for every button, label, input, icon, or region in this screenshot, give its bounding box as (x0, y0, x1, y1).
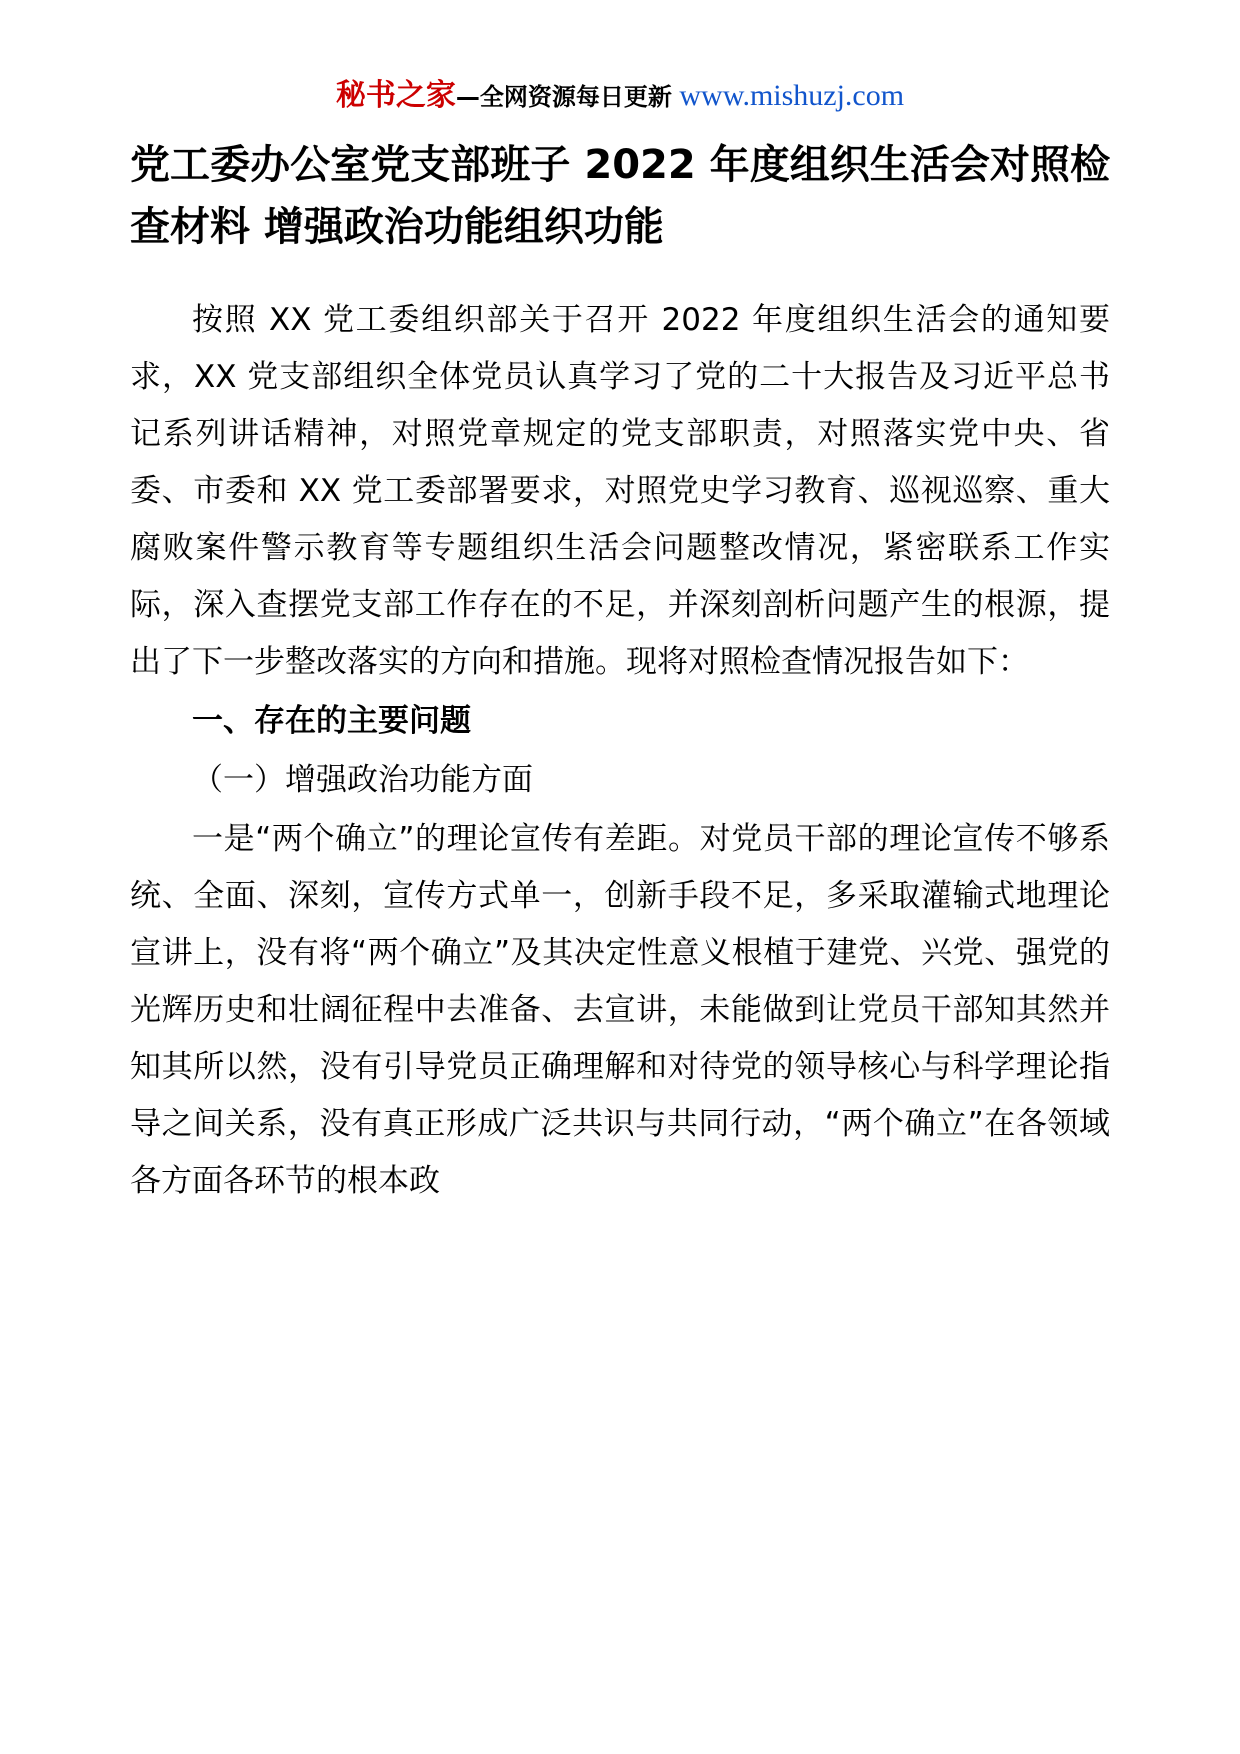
paragraph-1: 一是“两个确立”的理论宣传有差距。对党员干部的理论宣传不够系统、全面、深刻，宣传方式单一，创新手段不足，多采取灌输式地理论宣讲上，没有将“两个确立”及其决定性意义根植于建党、兴党、强党的光辉历史和壮阔征程中去准备、去宣讲，未能做到让党员干部知其然并知其所以然，没有引导党员正确理解和对待党的领导核心与科学理论指导之间关系，没有真正形成广泛共识与共同行动，“两个确立”在各领域各方面各环节的根本政 (130, 821, 1110, 1200)
watermark-url[interactable]: www.mishuzj.com (679, 79, 905, 112)
watermark-slogan: 全网资源每日更新 (479, 83, 672, 111)
section-heading-1: 一、存在的主要问题 (192, 703, 471, 740)
watermark-dash: — (455, 83, 480, 111)
subsection-heading-1-1: （一）增强政治功能方面 (192, 762, 533, 799)
page-title: 党工委办公室党支部班子 2022 年度组织生活会对照检查材料 增强政治功能组织功能 (130, 142, 1110, 250)
paragraph-intro: 按照 XX 党工委组织部关于召开 2022 年度组织生活会的通知要求，XX 党支部组织全体党员认真学习了党的二十大报告及习近平总书记系列讲话精神，对照党章规定的党支部职责，对照落实党中央、省委、市委和 XX 党工委部署要求，对照党史学习教育、巡视巡察、重大腐败案件警示教育等专题组织生活会问题整改情况，紧密联系工作实际，深入查摆党支部工作存在的不足，并深刻剖析问题产生的根源，提出了下一步整改落实的方向和措施。现将对照检查情况报告如下： (130, 302, 1110, 681)
watermark-brand: 秘书之家 (335, 78, 456, 113)
site-watermark (130, 78, 1110, 114)
